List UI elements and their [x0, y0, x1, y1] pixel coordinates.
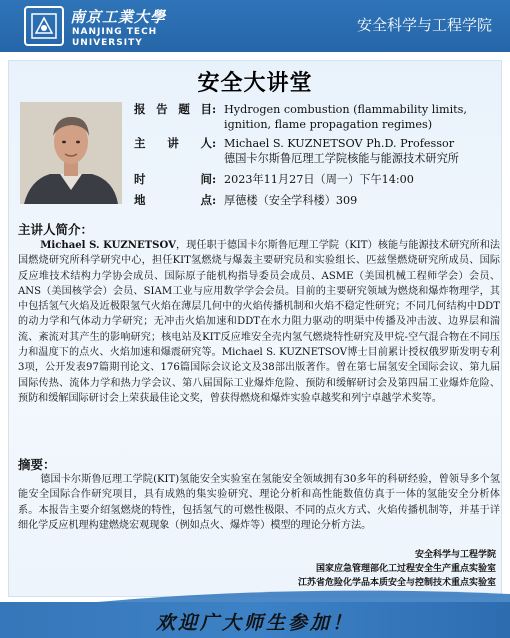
bio-speaker-name: Michael S. KUZNETSOV: [40, 240, 176, 251]
topic-row: 报 告 题 目 : Hydrogen combustion (flammability limits, ignition, flame propagation regimes): [134, 102, 504, 132]
welcome-text: 欢迎广大师生参加！: [155, 612, 354, 634]
place-row: 地 点 : 厚德楼（安全学科楼）309: [134, 193, 504, 208]
organizer-1: 安全科学与工程学院: [414, 550, 496, 560]
bio-text: ，现任职于德国卡尔斯鲁厄理工学院（KIT）核能与能源技术研究所和法国燃烧研究所科学研究中心，担任KIT氢燃烧与爆轰主要研究员和实验组长、匹兹堡燃烧研究所成员、国际反应堆技术结构力学协会成员、国际原子能机构指导委员会成员、ASME（美国机械工程师学会）会员、ANS（美国核学会）会员、SIAM工业与应用数学学会会员。目前的主要研究领域为燃烧和爆炸物理学，其中包括氢气火焰及近极限氢气火焰在薄层几何中的火焰传播机制和火焰不稳定性研究；不同几何结构中DDT的动力学和气体动力学研究；无冲击火焰加速和DDT在水力阻力驱动的明渠中传播及冲击波、边界层和湍流、紊流对其产生的影响研究；核电站及KIT反应堆安全壳内氢气燃烧特性研究及甲烷-空气混合物在不同压力和温度下的点火、火焰加速和爆震研究等。Michael S. KUZNETSOV博士目前累计授权俄罗斯发明专利3项，公开发表97篇期刊论文、176篇国际会议论文及38部出版著作。曾在第七届氢安全国际会议、第九届国际传热、流体力学和热力学会议、第八届国际工业爆炸危险、预防和缓解研讨会及第四届工业爆炸危险、预防和缓解国际研讨会上荣获最佳论文奖，曾获得燃烧和爆炸实验卓越奖和列宁卓越学术奖等。: [18, 240, 501, 404]
time-label: 时 间: [134, 172, 212, 186]
topic-value: Hydrogen combustion (flammability limits, ignition, flame propagation regimes): [224, 103, 467, 131]
bio-heading: 主讲人简介：: [18, 222, 94, 237]
place-label: 地 点: [134, 193, 212, 207]
time-row: 时 间 : 2023年11月27日（周一）下午14:00: [134, 172, 504, 187]
speaker-name: Michael S. KUZNETSOV Ph.D. Professor: [224, 137, 455, 150]
bio-paragraph: [18, 238, 500, 406]
school-name: 安全科学与工程学院: [356, 16, 492, 34]
logo-english-line2: UNIVERSITY: [72, 38, 143, 48]
speaker-row: 主 讲 人 : Michael S. KUZNETSOV Ph.D. Professor 德国卡尔斯鲁厄理工学院核能与能源技术研究所: [134, 136, 504, 166]
speaker-photo: [20, 102, 122, 204]
event-info: [134, 102, 504, 211]
page-title: 安全大讲堂: [197, 70, 313, 96]
organizer-list: [196, 548, 496, 590]
abstract-paragraph: 德国卡尔斯鲁厄理工学院(KIT)氢能安全实验室在氢能安全领域拥有30多年的科研经验，曾领导多个氢能安全国际合作研究项目，具有成熟的集实验研究、理论分析和高性能数值仿真于一体的氢能安全分析体系。本报告主要介绍氢燃烧的特性，包括氢气的可燃性极限、不同的点火方式、火焰传播机制等，并基于详细化学反应机理构建燃烧宏观现象（例如点火、爆炸等）模型的理论分析方法。: [18, 474, 500, 531]
logo-english-line1: NANJING TECH: [72, 27, 158, 37]
header-bar: [0, 0, 510, 52]
university-logo-icon: [24, 6, 64, 46]
place-value: 厚德楼（安全学科楼）309: [224, 194, 358, 207]
topic-label: 报 告 题 目: [134, 102, 212, 116]
organizer-2: 国家应急管理部化工过程安全生产重点实验室: [315, 564, 496, 574]
organizer-3: 江苏省危险化学品本质安全与控制技术重点实验室: [297, 578, 496, 588]
time-value: 2023年11月27日（周一）下午14:00: [224, 173, 414, 186]
speaker-affiliation: 德国卡尔斯鲁厄理工学院核能与能源技术研究所: [224, 152, 459, 165]
speaker-label: 主 讲 人: [134, 136, 212, 150]
abstract-heading: 摘要：: [18, 457, 56, 472]
welcome-banner: [0, 602, 510, 638]
logo-chinese-name: 南京工業大學: [70, 8, 167, 26]
